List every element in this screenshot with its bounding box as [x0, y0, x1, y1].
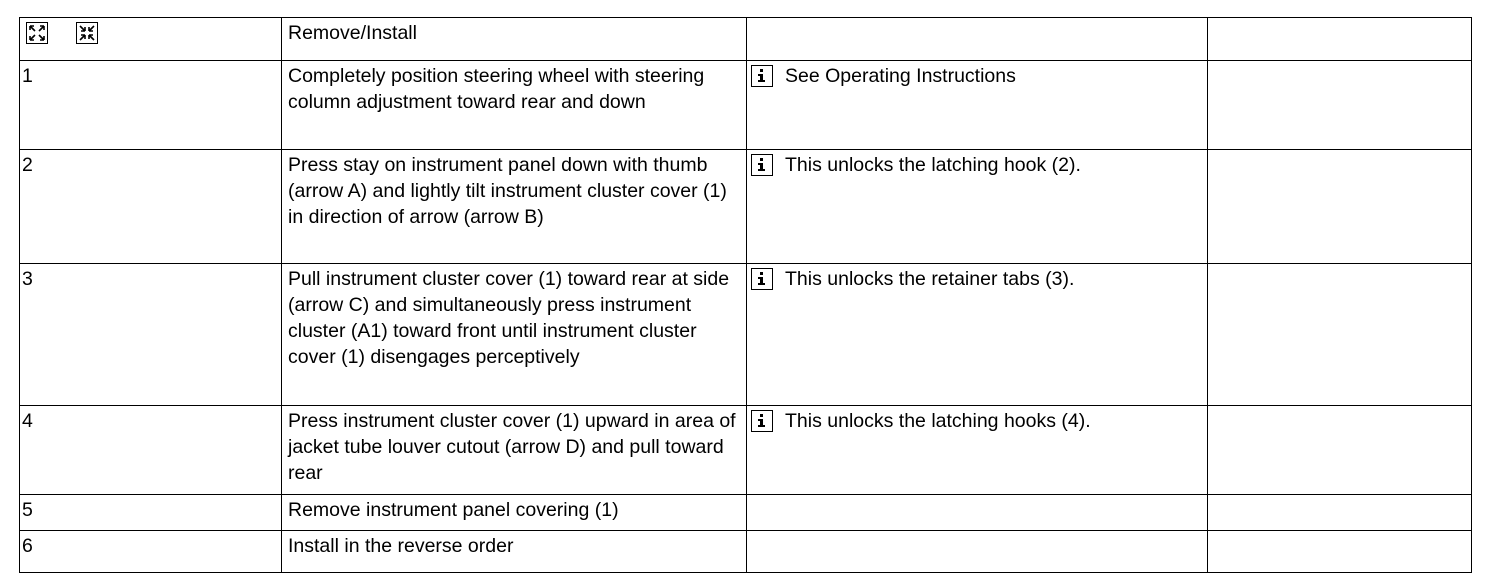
step-number: 3	[22, 268, 33, 290]
collapse-all-icon[interactable]	[76, 22, 98, 44]
step-text-cell	[282, 495, 747, 531]
table-row	[20, 264, 1472, 406]
step-note-cell	[747, 531, 1208, 573]
info-icon[interactable]	[751, 154, 773, 176]
step-note-text: See Operating Instructions	[785, 65, 1016, 87]
step-number-cell	[20, 264, 282, 406]
step-text: Press stay on instrument panel down with thumb (arrow A) and lightly tilt instrument cluster cover (1) in direction of arrow (arrow B)	[288, 154, 727, 228]
step-text: Install in the reverse order	[288, 535, 514, 557]
step-text: Pull instrument cluster cover (1) toward rear at side (arrow C) and simultaneously press instrument cluster (A1) toward front until instrument cluster cover (1) disengages perceptively	[288, 268, 730, 368]
step-number-cell	[20, 406, 282, 495]
step-text-cell	[282, 406, 747, 495]
info-icon[interactable]	[751, 410, 773, 432]
step-number: 1	[22, 65, 33, 87]
step-text: Remove instrument panel covering (1)	[288, 499, 619, 521]
step-note-text: This unlocks the latching hooks (4).	[785, 410, 1091, 432]
step-text-cell	[282, 61, 747, 150]
header-title-text: Remove/Install	[288, 22, 417, 44]
table-row	[20, 531, 1472, 573]
header-note-cell	[747, 18, 1208, 61]
header-row	[20, 18, 1472, 61]
step-extra-cell	[1208, 495, 1472, 531]
step-note-cell	[747, 150, 1208, 264]
step-note-cell	[747, 264, 1208, 406]
header-title	[282, 18, 747, 61]
info-icon[interactable]	[751, 268, 773, 290]
header-extra-cell	[1208, 18, 1472, 61]
step-extra-cell	[1208, 406, 1472, 495]
table-row	[20, 150, 1472, 264]
step-extra-cell	[1208, 531, 1472, 573]
step-text-cell	[282, 150, 747, 264]
step-extra-cell	[1208, 264, 1472, 406]
step-text-cell	[282, 531, 747, 573]
step-text: Press instrument cluster cover (1) upward in area of jacket tube louver cutout (arrow D) and pull toward rear	[288, 410, 736, 484]
step-number-cell	[20, 150, 282, 264]
step-number: 5	[22, 499, 33, 521]
step-extra-cell	[1208, 150, 1472, 264]
step-number-cell	[20, 495, 282, 531]
procedure-table	[19, 17, 1472, 573]
step-number: 4	[22, 410, 33, 432]
step-note-cell	[747, 61, 1208, 150]
step-note-text: This unlocks the latching hook (2).	[785, 154, 1081, 176]
table-row	[20, 495, 1472, 531]
step-number: 6	[22, 535, 33, 557]
step-extra-cell	[1208, 61, 1472, 150]
step-number-cell	[20, 531, 282, 573]
step-number-cell	[20, 61, 282, 150]
step-number: 2	[22, 154, 33, 176]
table-row	[20, 61, 1472, 150]
table-row	[20, 406, 1472, 495]
info-icon[interactable]	[751, 65, 773, 87]
step-text-cell	[282, 264, 747, 406]
header-icons-cell	[20, 18, 282, 61]
expand-all-icon[interactable]	[26, 22, 48, 44]
step-note-text: This unlocks the retainer tabs (3).	[785, 268, 1075, 290]
step-note-cell	[747, 406, 1208, 495]
step-note-cell	[747, 495, 1208, 531]
step-text: Completely position steering wheel with steering column adjustment toward rear and down	[288, 65, 705, 113]
